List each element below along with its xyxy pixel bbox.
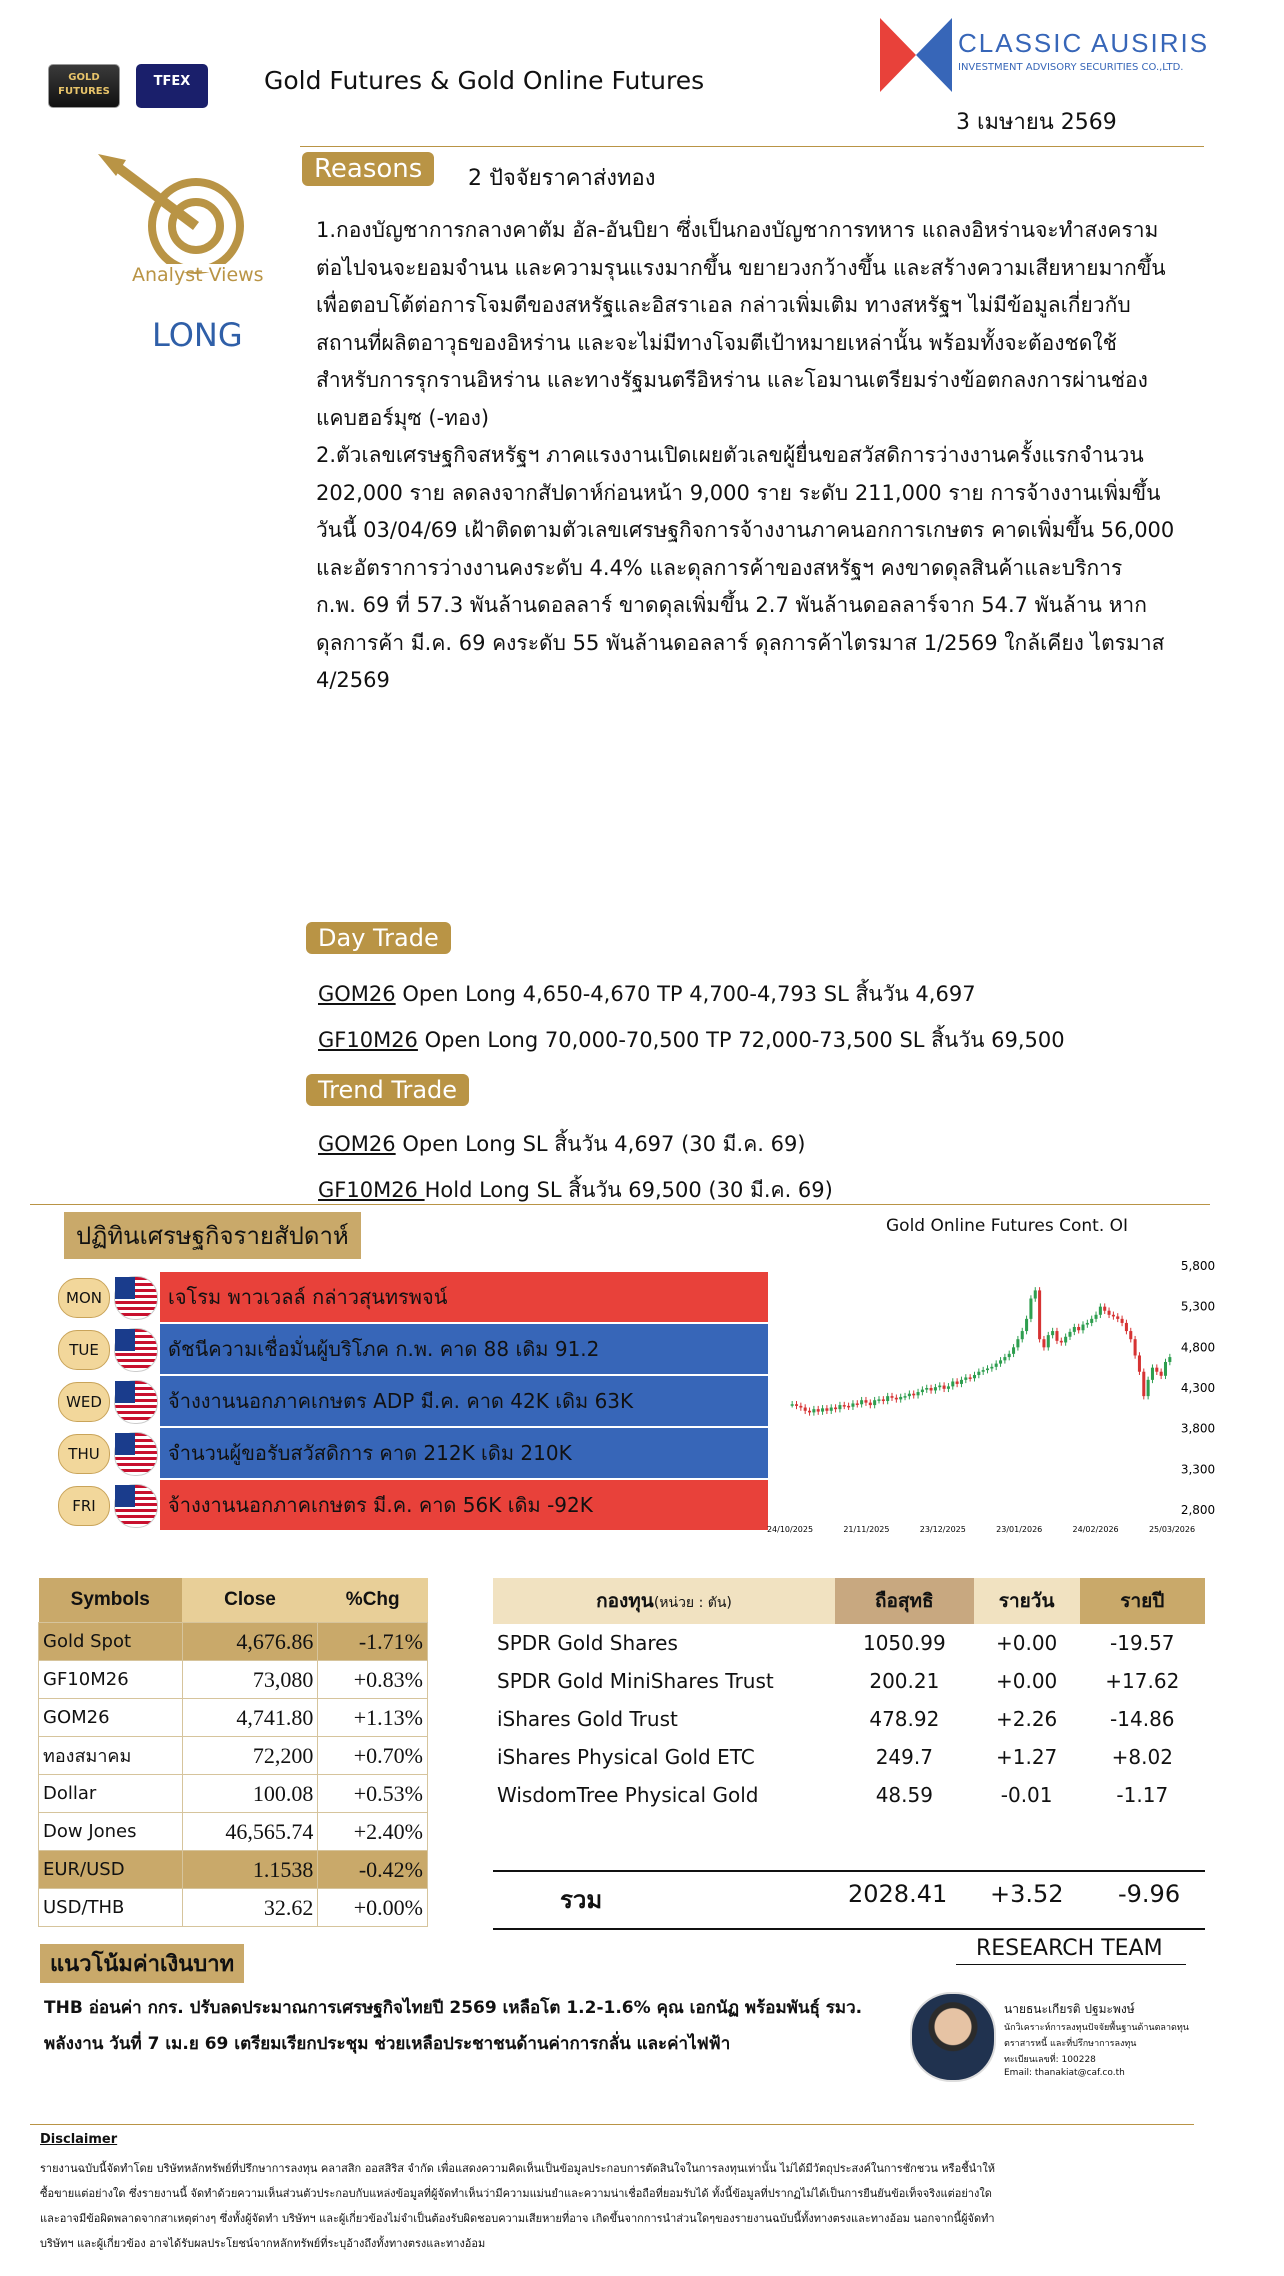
candle <box>873 1400 876 1405</box>
y-tick-label: 4,300 <box>1180 1381 1216 1395</box>
day-badge-fri: FRI <box>58 1486 110 1526</box>
candle <box>1129 1331 1132 1339</box>
analyst-role-2: ตราสารหนี้ และที่ปรึกษาการลงทุน <box>1004 2039 1137 2049</box>
candle <box>1051 1331 1054 1335</box>
candle <box>886 1396 889 1401</box>
reason-line: ดุลการค้า มี.ค. 69 คงระดับ 55 พันล้านดอลลาร์ ดุลการค้าไตรมาส 1/2569 ใกล้เคียง ไตรมาส <box>316 630 1165 655</box>
trade-symbol: GOM26 <box>318 1132 396 1156</box>
disclaimer-line: รายงานฉบับนี้จัดทำโดย บริษัทหลักทรัพย์ที่ปรึกษาการลงทุน คลาสสิก ออสสิริส จำกัด เพื่อแสดงความคิดเห็นเป็นข้อมูลประกอบการตัดสินใจในการลงทุนเท่านั้น ไม่ได้มีวัตถุประสงค์ในการชักชวน หรือชี้นำให้ <box>40 2162 995 2175</box>
symbols-cell-chg: -0.42% <box>318 1851 428 1889</box>
etf-cell-day: +1.27 <box>995 1745 1058 1769</box>
candle <box>795 1404 798 1406</box>
etf-cell-year: -14.86 <box>1110 1707 1175 1731</box>
candle <box>1090 1319 1093 1323</box>
us-flag-icon <box>114 1484 158 1528</box>
reason-line: 4/2569 <box>316 668 390 692</box>
tfex-logo: TFEX <box>136 64 208 108</box>
y-tick-label: 3,300 <box>1180 1462 1216 1477</box>
disclaimer-title: Disclaimer <box>40 2132 118 2147</box>
symbols-cell-close: 46,565.74 <box>182 1813 318 1851</box>
candle <box>969 1377 972 1379</box>
etf-cell-hold: 249.7 <box>875 1745 933 1769</box>
etf-cell-name: iShares Gold Trust <box>497 1707 678 1731</box>
gold-oi-chart <box>766 1240 1220 1540</box>
symbols-cell-name: ทองสมาคม <box>39 1737 183 1775</box>
etf-cell-hold: 48.59 <box>875 1783 933 1807</box>
day-badge-tue: TUE <box>58 1330 110 1370</box>
baht-line-1: THB อ่อนค่า กกร. ปรับลดประมาณการเศรษฐกิจไทยปี 2569 เหลือโต 1.2-1.6% คุณ เอกนัฏ พร้อมพันธุ์ รมว. <box>44 1998 863 2018</box>
symbols-row <box>39 1699 428 1737</box>
candle <box>1095 1315 1098 1319</box>
reason-line: 202,000 ราย ลดลงจากสัปดาห์ก่อนหน้า 9,000 ราย ระดับ 211,000 ราย การจ้างงานเพิ่มขึ้น <box>316 480 1161 505</box>
avatar <box>910 1992 996 2082</box>
reasons-heading: 2 ปัจจัยราคาส่งทอง <box>468 166 656 191</box>
reason-line: 1.กองบัญชาการกลางคาตัม อัล-อันบิยา ซึ่งเป็นกองบัญชาการทหาร แถลงอิหร่านจะทำสงคราม <box>316 218 1159 242</box>
candle <box>843 1405 846 1407</box>
us-flag-icon <box>114 1328 158 1372</box>
trend-trade-tag: Trend Trade <box>306 1074 469 1106</box>
etf-total-hold: 2028.41 <box>848 1880 948 1908</box>
trade-symbol: GF10M26 <box>318 1178 425 1202</box>
trade-symbol: GF10M26 <box>318 1028 418 1052</box>
candle <box>1008 1354 1011 1357</box>
etf-row <box>493 1738 1205 1776</box>
x-tick-label: 24/02/2026 <box>1072 1525 1119 1534</box>
gold-futures-logo: GOLD FUTURES <box>48 64 120 108</box>
calendar-title: ปฏิทินเศรษฐกิจรายสัปดาห์ <box>64 1212 361 1259</box>
calendar-row-thu: จำนวนผู้ขอรับสวัสดิการ คาด 212K เดิม 210K <box>160 1428 768 1478</box>
candle <box>1116 1316 1119 1318</box>
candle <box>882 1399 885 1401</box>
x-tick-label: 25/03/2026 <box>1148 1525 1196 1534</box>
y-tick-label: 3,800 <box>1180 1421 1216 1436</box>
y-tick-label: 2,800 <box>1180 1503 1216 1517</box>
candle <box>1125 1323 1128 1331</box>
disclaimer-line: และอาจมีข้อผิดพลาดจากสาเหตุต่างๆ ซึ่งทั้งผู้จัดทำ บริษัทฯ และผู้เกี่ยวข้องไม่จำเป็นต้องรับผิดชอบความเสียหายที่อาจ เกิดขึ้นจากการนำส่วนใดๆของรายงานฉบับนี้ทั้งทางตรงและทางอ้อม นอกจากนี้ผู้จัดทำ <box>40 2212 995 2225</box>
trade-text: Open Long 4,650-4,670 TP 4,700-4,793 SL สิ้นวัน 4,697 <box>395 982 976 1006</box>
candle <box>999 1360 1002 1363</box>
etf-cell-day: +2.26 <box>995 1707 1058 1731</box>
candle <box>1138 1355 1141 1371</box>
candle <box>1038 1290 1041 1339</box>
candle <box>825 1408 828 1410</box>
x-tick-label: 24/10/2025 <box>766 1525 814 1534</box>
reason-line: สำหรับการรุกรานอิหร่าน และทางรัฐมนตรีอิหร่าน และโอมานเตรียมร่างข้อตกลงการผ่านช่อง <box>316 368 1148 392</box>
symbols-cell-name: EUR/USD <box>39 1851 183 1889</box>
research-team-title: RESEARCH TEAM <box>976 1936 1163 1961</box>
trade-text: Hold Long SL สิ้นวัน 69,500 (30 มี.ค. 69) <box>424 1178 833 1202</box>
candle <box>904 1396 907 1398</box>
candle <box>899 1397 902 1399</box>
symbols-cell-close: 73,080 <box>182 1661 318 1699</box>
candle <box>834 1408 837 1410</box>
symbols-cell-close: 1.1538 <box>182 1851 318 1889</box>
symbols-row <box>39 1661 428 1699</box>
symbols-row <box>39 1813 428 1851</box>
disclaimer-divider <box>30 2124 1194 2125</box>
candle <box>1073 1327 1076 1332</box>
candle <box>1164 1362 1167 1376</box>
etf-total-label: รวม <box>560 1886 603 1914</box>
reason-line: แคบฮอร์มุซ (-ทอง) <box>316 405 490 430</box>
candle <box>838 1405 841 1409</box>
analyst-license: ทะเบียนเลขที่: 100228 <box>1004 2055 1096 2065</box>
candle <box>995 1364 998 1367</box>
reason-line: วันนี้ 03/04/69 เฝ้าติดตามตัวเลขเศรษฐกิจการจ้างงานภาคนอกการเกษตร คาดเพิ่มขึ้น 56,000 <box>316 518 1175 542</box>
reason-line: สถานที่ผลิตอาวุธของอิหร่าน และจะไม่มีทางโจมตีเป้าหมายเหล่านั้น พร้อมทั้งจะต้องชดใช้ <box>316 330 1117 355</box>
candle <box>982 1370 985 1372</box>
col-year: รายปี <box>1080 1578 1205 1624</box>
candle <box>1112 1315 1115 1317</box>
candle <box>799 1406 802 1408</box>
candle <box>964 1377 967 1379</box>
symbols-cell-name: GF10M26 <box>39 1661 183 1699</box>
candle <box>912 1394 915 1396</box>
symbols-cell-chg: +1.13% <box>318 1699 428 1737</box>
candle <box>1134 1339 1137 1355</box>
page-title: Gold Futures & Gold Online Futures <box>264 66 705 95</box>
etf-cell-year: -19.57 <box>1110 1631 1175 1655</box>
calendar-row-fri: จ้างงานนอกภาคเกษตร มี.ค. คาด 56K เดิม -92K <box>160 1480 768 1530</box>
symbols-row <box>39 1737 428 1775</box>
symbols-cell-close: 72,200 <box>182 1737 318 1775</box>
col-fund: กองทุน(หน่วย : ตัน) <box>493 1578 835 1624</box>
etf-cell-name: iShares Physical Gold ETC <box>497 1745 755 1769</box>
candle <box>895 1398 898 1400</box>
reasons-body <box>316 212 1174 700</box>
trend-trade-line-1 <box>318 1128 806 1161</box>
etf-cell-name: SPDR Gold MiniShares Trust <box>497 1669 774 1693</box>
candle <box>860 1400 863 1404</box>
symbols-row <box>39 1623 428 1661</box>
analyst-views-label: Analyst Views <box>132 264 264 286</box>
candle <box>1147 1380 1150 1396</box>
us-flag-icon <box>114 1432 158 1476</box>
etf-cell-hold: 478.92 <box>869 1707 940 1731</box>
col-hold: ถือสุทธิ <box>835 1578 974 1624</box>
candle <box>817 1409 820 1411</box>
candle <box>1060 1341 1063 1343</box>
classic-ausiris-logo-icon <box>880 18 952 92</box>
candle <box>864 1400 867 1402</box>
calendar-row-wed: จ้างงานนอกภาคเกษตร ADP มี.ค. คาด 42K เดิม 63K <box>160 1376 768 1426</box>
us-flag-icon <box>114 1276 158 1320</box>
header-divider <box>300 146 1204 147</box>
disclaimer-line: บริษัทฯ และผู้เกี่ยวข้อง อาจได้รับผลประโยชน์จากหลักทรัพย์ที่ระบุอ้างถึงทั้งทางตรงและทางอ้อม <box>40 2237 486 2250</box>
reason-line: 2.ตัวเลขเศรษฐกิจสหรัฐฯ ภาคแรงงานเปิดเผยตัวเลขผู้ยื่นขอสวัสดิการว่างงานครั้งแรกจำนวน <box>316 443 1144 467</box>
candle <box>1029 1299 1032 1319</box>
symbols-cell-close: 4,741.80 <box>182 1699 318 1737</box>
symbols-row <box>39 1775 428 1813</box>
candle <box>1103 1307 1106 1311</box>
candle <box>1068 1332 1071 1337</box>
candle <box>943 1386 946 1389</box>
col-close: Close <box>182 1578 318 1623</box>
candle <box>808 1411 811 1413</box>
etf-total-year: -9.96 <box>1118 1880 1181 1908</box>
report-date: 3 เมษายน 2569 <box>956 110 1117 135</box>
candle <box>1034 1290 1037 1298</box>
symbols-cell-close: 32.62 <box>182 1889 318 1927</box>
trade-text: Open Long 70,000-70,500 TP 72,000-73,500 SL สิ้นวัน 69,500 <box>417 1028 1065 1052</box>
symbols-cell-name: Gold Spot <box>39 1623 183 1661</box>
disclaimer-line: ซื้อขายแต่อย่างใด ซึ่งรายงานนี้ จัดทำด้วยความเห็นส่วนตัวประกอบกับแหล่งข้อมูลที่ผู้จัดทำเห็นว่ามีความแม่นยำและความน่าเชื่อถือที่ยอมรับได้ ทั้งนี้ข้อมูลที่ปรากฏไม่ได้เป็นการยืนยันข้อเท็จจริงแต่อย่างใด <box>40 2187 992 2200</box>
etf-cell-year: +8.02 <box>1111 1745 1173 1769</box>
candle <box>1021 1331 1024 1339</box>
candle <box>1081 1325 1084 1331</box>
day-badge-wed: WED <box>58 1382 110 1422</box>
us-flag-icon <box>114 1380 158 1424</box>
baht-line-2: พลังงาน วันที่ 7 เม.ย 69 เตรียมเรียกประชุม ช่วยเหลือประชาชนด้านค่าการกลั่น และค่าไฟฟ้า <box>44 2034 731 2054</box>
reason-line: ต่อไปจนจะยอมจำนน และความรุนแรงมากขึ้น ขยายวงกว้างขึ้น และสร้างความเสียหายมากขึ้น <box>316 255 1166 280</box>
col-chg: %Chg <box>318 1578 428 1623</box>
etf-cell-day: +0.00 <box>995 1631 1058 1655</box>
symbols-cell-close: 4,676.86 <box>182 1623 318 1661</box>
brand-name: CLASSIC AUSIRIS <box>958 28 1210 58</box>
etf-row <box>493 1700 1205 1738</box>
analyst-role: นักวิเคราะห์การลงทุนปัจจัยพื้นฐานด้านตลาดทุน <box>1004 2023 1189 2033</box>
symbols-cell-chg: +0.53% <box>318 1775 428 1813</box>
candle <box>851 1403 854 1406</box>
candle <box>856 1403 859 1405</box>
reason-line: เพื่อตอบโต้ต่อการโจมตีของสหรัฐและอิสราเอล กล่าวเพิ่มเติม ทางสหรัฐฯ ไม่มีข้อมูลเกี่ยวกับ <box>316 293 1131 317</box>
etf-header-row <box>493 1578 1205 1624</box>
candle <box>973 1375 976 1378</box>
symbols-row <box>39 1889 428 1927</box>
candle <box>951 1381 954 1386</box>
symbols-cell-chg: +0.00% <box>318 1889 428 1927</box>
symbols-cell-chg: +0.70% <box>318 1737 428 1775</box>
symbols-header-row <box>39 1578 428 1623</box>
analyst-view-value: LONG <box>152 316 243 354</box>
day-badge-thu: THU <box>58 1434 110 1474</box>
symbols-cell-name: GOM26 <box>39 1699 183 1737</box>
candle <box>960 1380 963 1384</box>
x-tick-label: 23/12/2025 <box>919 1525 966 1534</box>
candle <box>1168 1357 1171 1362</box>
etf-cell-hold: 1050.99 <box>862 1631 946 1655</box>
day-trade-tag: Day Trade <box>306 922 451 954</box>
etf-row <box>493 1662 1205 1700</box>
analyst-name: นายธนะเกียรติ ปฐมะพงษ์ <box>1004 2002 1135 2016</box>
candle <box>938 1386 941 1388</box>
candle <box>921 1390 924 1392</box>
candle <box>1099 1307 1102 1315</box>
candle <box>821 1408 824 1411</box>
trade-text: Open Long SL สิ้นวัน 4,697 (30 มี.ค. 69) <box>395 1132 806 1156</box>
candle <box>990 1367 993 1369</box>
candle <box>1042 1339 1045 1347</box>
symbols-row <box>39 1851 428 1889</box>
candle <box>1016 1339 1019 1347</box>
symbols-cell-name: Dollar <box>39 1775 183 1813</box>
symbols-cell-name: Dow Jones <box>39 1813 183 1851</box>
candle <box>1160 1372 1163 1376</box>
etf-cell-year: +17.62 <box>1105 1669 1180 1693</box>
day-trade-line-2 <box>318 1024 1065 1057</box>
candle <box>1025 1319 1028 1331</box>
etf-total-day: +3.52 <box>990 1880 1064 1908</box>
candle <box>908 1394 911 1396</box>
symbols-cell-chg: +2.40% <box>318 1813 428 1851</box>
etf-row <box>493 1776 1205 1814</box>
x-tick-label: 21/11/2025 <box>843 1525 890 1534</box>
brand-subtitle: INVESTMENT ADVISORY SECURITIES CO.,LTD. <box>958 62 1184 73</box>
reason-line: ก.พ. 69 ที่ 57.3 พันล้านดอลลาร์ ขาดดุลเพิ่มขึ้น 2.7 พันล้านดอลลาร์จาก 54.7 พันล้าน หาก <box>316 593 1147 617</box>
candle <box>1151 1368 1154 1380</box>
candle <box>947 1386 950 1388</box>
candle <box>1086 1323 1089 1325</box>
col-symbols: Symbols <box>39 1578 183 1623</box>
reason-line: และอัตราการว่างงานคงระดับ 4.4% และดุลการค้าของสหรัฐฯ คงขาดดุลสินค้าและบริการ <box>316 555 1123 580</box>
symbols-cell-chg: +0.83% <box>318 1661 428 1699</box>
y-tick-label: 5,300 <box>1180 1299 1216 1314</box>
candle <box>977 1372 980 1375</box>
candle <box>930 1388 933 1390</box>
candle <box>925 1388 928 1390</box>
analyst-email: Email: thanakiat@caf.co.th <box>1004 2068 1125 2078</box>
candle <box>1121 1319 1124 1323</box>
candle <box>791 1404 794 1406</box>
x-tick-label: 23/01/2026 <box>996 1525 1043 1534</box>
candle <box>1142 1372 1145 1396</box>
disclaimer-body <box>40 2156 995 2256</box>
candle <box>1055 1331 1058 1341</box>
candle <box>956 1381 959 1383</box>
y-tick-label: 4,800 <box>1180 1340 1216 1355</box>
candle <box>1155 1368 1158 1372</box>
candle <box>847 1406 850 1408</box>
symbols-cell-name: USD/THB <box>39 1889 183 1927</box>
section-divider <box>30 1204 1210 1205</box>
reasons-tag: Reasons <box>302 152 434 186</box>
candle <box>934 1387 937 1390</box>
symbols-cell-close: 100.08 <box>182 1775 318 1813</box>
candle <box>804 1408 807 1411</box>
candle <box>986 1368 989 1370</box>
candle <box>869 1403 872 1405</box>
candle <box>1077 1327 1080 1330</box>
candle <box>917 1392 920 1395</box>
etf-holdings-table <box>493 1578 1205 1814</box>
col-day: รายวัน <box>974 1578 1080 1624</box>
candle <box>1003 1357 1006 1360</box>
candle <box>1047 1335 1050 1347</box>
candle <box>1064 1337 1067 1343</box>
candle <box>1108 1311 1111 1315</box>
calendar-row-mon: เจโรม พาวเวลล์ กล่าวสุนทรพจน์ <box>160 1272 768 1322</box>
etf-cell-day: +0.00 <box>995 1669 1058 1693</box>
etf-cell-hold: 200.21 <box>869 1669 940 1693</box>
calendar-row-tue: ดัชนีความเชื่อมั่นผู้บริโภค ก.พ. คาด 88 เดิม 91.2 <box>160 1324 768 1374</box>
etf-row <box>493 1624 1205 1662</box>
y-tick-label: 5,800 <box>1180 1259 1216 1273</box>
etf-cell-day: -0.01 <box>1000 1783 1053 1807</box>
candle <box>890 1396 893 1398</box>
etf-cell-name: WisdomTree Physical Gold <box>497 1783 759 1807</box>
candle <box>812 1409 815 1412</box>
etf-cell-name: SPDR Gold Shares <box>497 1631 678 1655</box>
candle <box>830 1408 833 1411</box>
symbols-cell-chg: -1.71% <box>318 1623 428 1661</box>
target-icon <box>96 152 276 272</box>
trade-symbol: GOM26 <box>318 982 396 1006</box>
baht-title: แนวโน้มค่าเงินบาท <box>40 1944 244 1983</box>
etf-cell-year: -1.17 <box>1116 1783 1169 1807</box>
chart-title: Gold Online Futures Cont. OI <box>886 1216 1129 1236</box>
day-badge-mon: MON <box>58 1278 110 1318</box>
day-trade-line-1 <box>318 978 976 1011</box>
symbols-table <box>38 1578 428 1927</box>
trend-trade-line-2 <box>318 1174 833 1207</box>
candle <box>1012 1347 1015 1354</box>
research-underline <box>956 1964 1186 1965</box>
candle <box>877 1399 880 1401</box>
